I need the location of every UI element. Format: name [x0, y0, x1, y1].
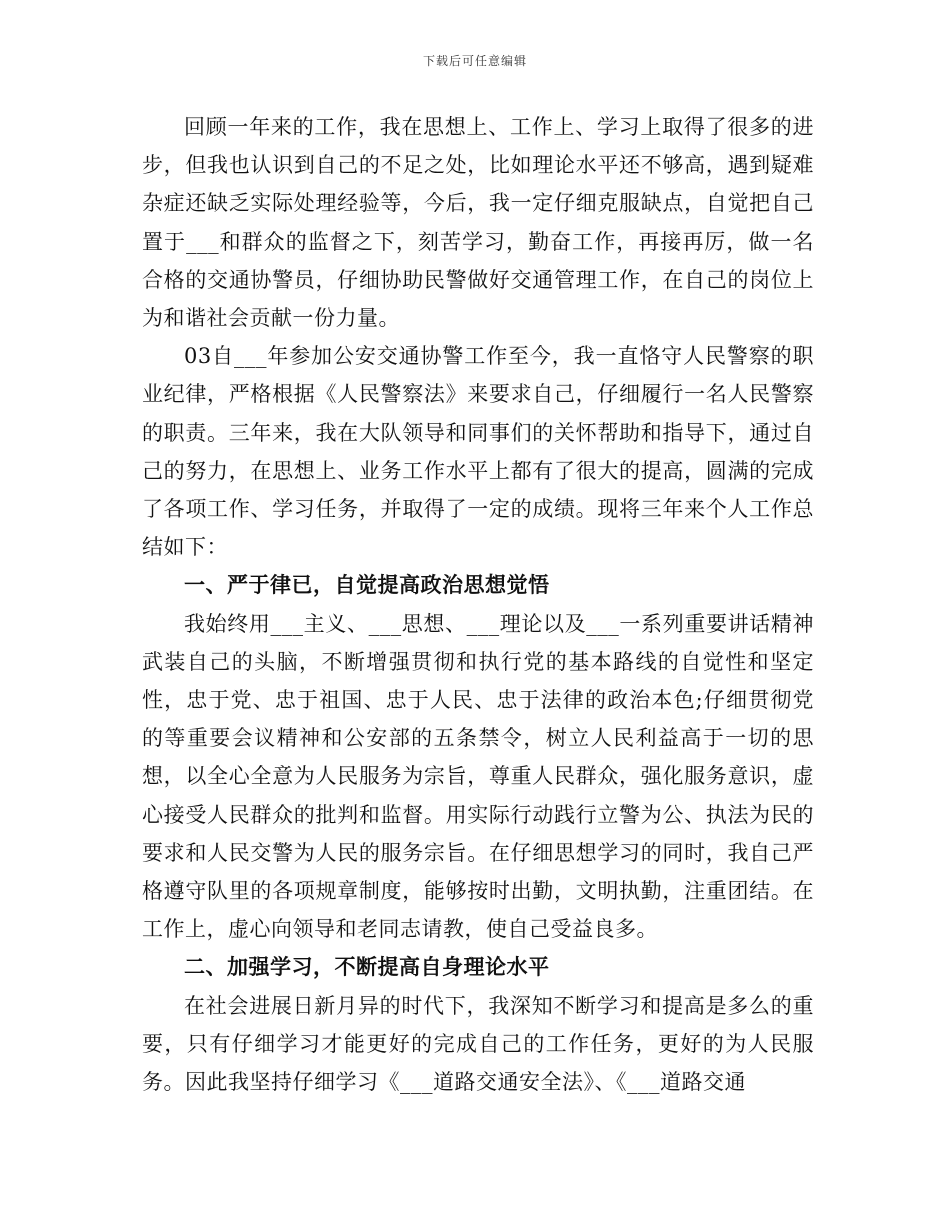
paragraph-political: 我始终用___主义、___思想、___理论以及___一系列重要讲话精神武装自己的头脑，不断增强贯彻和执行党的基本路线的自觉性和坚定性，忠于党、忠于祖国、忠于人民、忠于法律的政治本色;仔细贯彻党的等重要会议精神和公安部的五条禁令，树立人民利益高于一切的思想，以全心全意为人民服务为宗旨，尊重人民群众，强化服务意识，虚心接受人民群众的批判和监督。用实际行动践行立警为公、执法为民的要求和人民交警为人民的服务宗旨。在仔细思想学习的同时，我自己严格遵守队里的各项规章制度，能够按时出勤，文明执勤，注重团结。在工作上，虚心向领导和老同志请教，使自己受益良多。	[142, 611, 814, 942]
page-header: 下载后可任意编辑	[422, 54, 527, 68]
document-body	[142, 108, 814, 1101]
paragraph-review: 回顾一年来的工作，我在思想上、工作上、学习上取得了很多的进步，但我也认识到自己的不足之处，比如理论水平还不够高，遇到疑难杂症还缺乏实际处理经验等，今后，我一定仔细克服缺点，自觉把自己置于___和群众的监督之下，刻苦学习，勤奋工作，再接再厉，做一名合格的交通协警员，仔细协助民警做好交通管理工作，在自己的岗位上为和谐社会贡献一份力量。	[142, 115, 814, 331]
paragraph-study: 在社会进展日新月异的时代下，我深知不断学习和提高是多么的重要，只有仔细学习才能更好的完成自己的工作任务，更好的为人民服务。因此我坚持仔细学习《___道路交通安全法》、《___道路交通	[142, 993, 814, 1095]
section-heading-2: 二、加强学习，不断提高自身理论水平	[184, 954, 550, 980]
section-heading-1: 一、严于律已，自觉提高政治思想觉悟	[184, 572, 550, 598]
paragraph-intro-03: 03自___年参加公安交通协警工作至今，我一直恪守人民警察的职业纪律，严格根据《人民警察法》来要求自己，仔细履行一名人民警察的职责。三年来，我在大队领导和同事们的关怀帮助和指导下，通过自己的努力，在思想上、业务工作水平上都有了很大的提高，圆满的完成了各项工作、学习任务，并取得了一定的成绩。现将三年来个人工作总结如下：	[142, 344, 814, 560]
